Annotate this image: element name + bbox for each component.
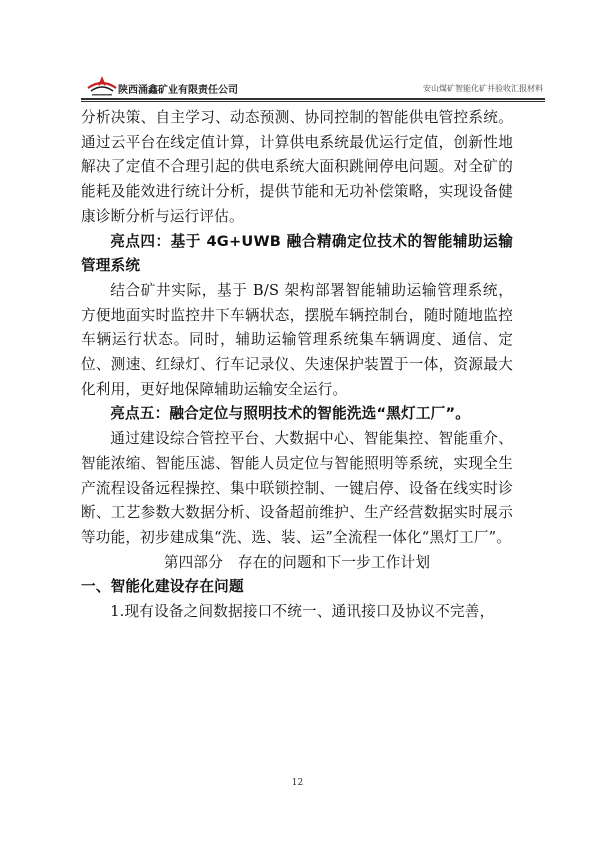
paragraph-transport-system: 结合矿井实际，基于 B/S 架构部署智能辅助运输管理系统，方便地面实时监控井下车辆状态，摆脱车辆控制台，随时随地监控车辆运行状态。同时，辅助运输管理系统集车辆调度、通信、定位、测速、红绿灯、行车记录仪、失速保护装置于一体，资源最大化利用，更好地保障辅助运输安全运行。 [81,281,513,398]
page-number: 12 [291,778,304,788]
header-rule-thick [81,98,545,100]
company-name: 陕西涌鑫矿业有限责任公司 [118,85,238,96]
document-title: 安山煤矿智能化矿井验收汇报材料 [423,84,543,93]
highlight-five-heading: 亮点五：融合定位与照明技术的智能洗选“黑灯工厂”。 [110,405,471,423]
paragraph-problem-one: 1.现有设备之间数据接口不统一、通讯接口及协议不完善， [110,603,495,621]
paragraph-washing-plant: 通过建设综合管控平台、大数据中心、智能集控、智能重介、智能浓缩、智能压滤、智能人员定位与智能照明等系统，实现全生产流程设备远程操控、集中联锁控制、一键启停、设备在线实时诊断、工艺参数大数据分析、设备超前维护、生产经营数据实时展示等功能，初步建成集“洗、选、装、运”全流程一体化“黑灯工厂”。 [81,430,513,546]
page-header [0,0,595,100]
header-rule-thin [81,101,545,102]
document-body [81,106,513,625]
subsection-title: 一、智能化建设存在问题 [81,578,244,596]
company-logo-icon [82,74,122,98]
highlight-four-heading: 亮点四：基于 4G+UWB 融合精确定位技术的智能辅助运输管理系统 [81,232,513,275]
section-title: 第四部分 存在的问题和下一步工作计划 [163,553,431,571]
paragraph-power-system: 分析决策、自主学习、动态预测、协同控制的智能供电管控系统。通过云平台在线定值计算，计算供电系统最优运行定值，创新性地解决了定值不合理引起的供电系统大面积跳闸停电问题。对全矿的能耗及能效进行统计分析，提供节能和无功补偿策略，实现设备健康诊断分析与运行评估。 [81,109,513,225]
